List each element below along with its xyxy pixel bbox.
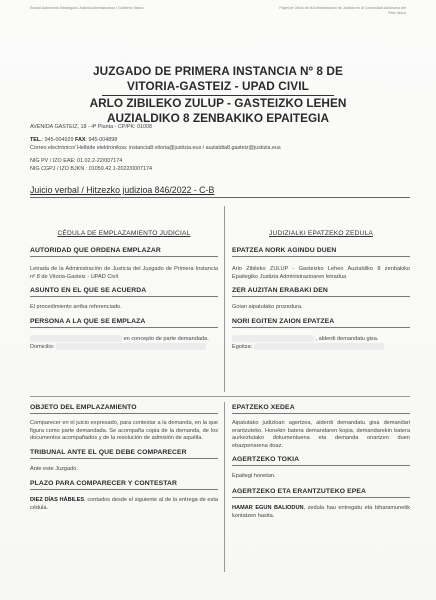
nig-cgpj-value: 01059.42.1-2022/0007174 [88, 166, 152, 172]
left-s5-text: Ante este Juzgado. [30, 465, 78, 472]
nig-cgpj-label: NIG CGPJ / IZO BJKN : [30, 166, 88, 172]
court-address [30, 123, 410, 173]
header-left-note: Euskal Autonomia Erkidegoko Justizia Administrazioa / Gobierno Vasco [30, 6, 144, 10]
title-eu-line1: ARLO ZIBILEKO ZULUP - GASTEIZKO LEHEN [89, 96, 347, 110]
tel-value: : 945-004929 [41, 137, 74, 143]
redacted-name [30, 335, 122, 342]
left-s6-bold: DIEZ DÍAS HÁBILES [30, 497, 85, 504]
right-s1-head: EPATZEA NORK AGINDU DUEN [232, 247, 337, 254]
title-eu-line2: AUZIALDIKO 8 ZENBAKIKO EPAITEGIA [107, 111, 329, 125]
right-s3-line2: Egoitza: [232, 344, 253, 351]
email-value: instancia8.vitoria@justizia.eus / auzialdia8.gasteiz@justizia.eus [128, 145, 281, 151]
column-divider-top [224, 206, 225, 392]
nig-label: NIG PV / IZO EAE: [30, 158, 76, 164]
right-s5-head: AGERTZEKO TOKIA [232, 456, 300, 464]
left-s1-head: AUTORIDAD QUE ORDENA EMPLAZAR [30, 247, 161, 254]
left-s2-head: ASUNTO EN EL QUE SE ACUERDA [30, 287, 147, 295]
left-s5-head: TRIBUNAL ANTE EL QUE DEBE COMPARECER [30, 448, 187, 456]
right-s4-head: EPATZEKO XEDEA [232, 404, 295, 411]
title-es-line1: JUZGADO DE PRIMERA INSTANCIA Nº 8 DE [93, 64, 343, 78]
redacted-address [56, 343, 206, 350]
left-s4-head: OBJETO DEL EMPLAZAMIENTO [30, 404, 137, 411]
section-divider [30, 396, 410, 397]
address-street: AVENIDA GASTEIZ, 18 - 4ª Planta - CP/PK: 01008 [30, 124, 153, 130]
fax-value: : 945-004898 [85, 137, 118, 143]
right-s3-person [232, 335, 410, 344]
redacted-name-eu [232, 335, 314, 342]
nig-value: 01.02.2-22/007174 [77, 158, 123, 164]
right-s6-text: , zedula hau entregatu eta biharamunetik kontatzen hasita. [232, 504, 410, 519]
tel-label: TEL. [30, 137, 42, 143]
left-s3-person [30, 335, 218, 344]
column-divider-bottom [224, 402, 225, 572]
right-s3-line1: , alderdi demandatu gisa. [315, 335, 379, 342]
right-s2-head: ZER AUZITAN ERABAKI DEN [232, 287, 328, 295]
court-title [0, 64, 436, 126]
address-email [30, 144, 410, 152]
title-es-line2: VITORIA-GASTEIZ - UPAD CIVIL [127, 79, 309, 93]
right-s4-text: Aipatutako judizioan agertzea, alderdi demandatu gisa demandari erantzuteko. Honekin batera demandaren kopia, demandarekin batera aurkeztutako dokumentuena eta demanda onartzen duen ebazpenarena doaz. [232, 420, 410, 449]
left-column-head: CÉDULA DE EMPLAZAMIENTO JUDICIAL [57, 230, 191, 237]
nig-line [30, 157, 410, 165]
left-s6-text: , contados desde el siguiente al de la entrega de esta cédula. [30, 497, 218, 511]
email-label: Correo electrónico/ Helbide elektronikoa: [30, 145, 128, 151]
left-s2-text: El procedimiento arriba referenciado. [30, 304, 122, 311]
right-s3-head: NORI EGITEN ZAION EPATZEA [232, 317, 335, 325]
left-s3-line1: en concepto de parte demandada. [123, 335, 209, 342]
left-column-top [30, 230, 218, 352]
fax-label: FAX [74, 137, 86, 143]
left-s3-head: PERSONA A LA QUE SE EMPLAZA [30, 317, 146, 325]
address-phone-fax [30, 136, 410, 144]
left-s3-address [30, 343, 218, 352]
nig-cgpj-line [30, 165, 410, 173]
right-s6-bold: HAMAR EGUN BALIODUN [232, 504, 304, 511]
right-s6-head: AGERTZEKO ETA ERANTZUTEKO EPEA [232, 487, 367, 495]
left-s3-line2: Domicilio: [30, 344, 55, 351]
case-divider [30, 197, 410, 198]
case-title: Juicio verbal / Hitzezko judizioa 846/2022 - C-B [30, 185, 215, 195]
right-s3-address [232, 343, 410, 352]
right-column-bottom [232, 404, 410, 520]
right-s6-text-block [232, 505, 410, 520]
left-column-bottom [30, 404, 218, 513]
right-column-top [232, 230, 410, 352]
left-s6-head: PLAZO PARA COMPARECER Y CONTESTAR [30, 480, 178, 488]
right-s2-text: Goian aipatutako prozedura. [232, 304, 303, 311]
left-s4-text: Comparecer en el juicio expresado, para contestar a la demanda, en la que figura como parte demandada. Se acompaña copia de la demanda, de los documentos acompañados y de la resolución de admisión de aquélla. [30, 420, 218, 442]
right-column-head: JUDIZIALKI EPATZEKO ZEDULA [269, 230, 373, 237]
right-s1-text: Arlo Zibileko ZULUP - Gasteizko Lehen Auzialdiko 8 zenbakiko Epaitegiko Justizia Administrazioaren letradua [232, 266, 410, 280]
header-right-note: Papel de Oficio de la Administración de Justicia en la Comunidad Autónoma del País Vasco [279, 6, 406, 15]
right-s5-text: Epaitegi honetan. [232, 473, 276, 480]
redacted-address-eu [254, 343, 384, 350]
left-s6-text-block [30, 497, 218, 512]
left-s1-text: Letrada de la Administración de Justicia del Juzgado de Primera Instancia nº 8 de Vitoria-Gasteiz - UPAD Civil [30, 266, 218, 280]
